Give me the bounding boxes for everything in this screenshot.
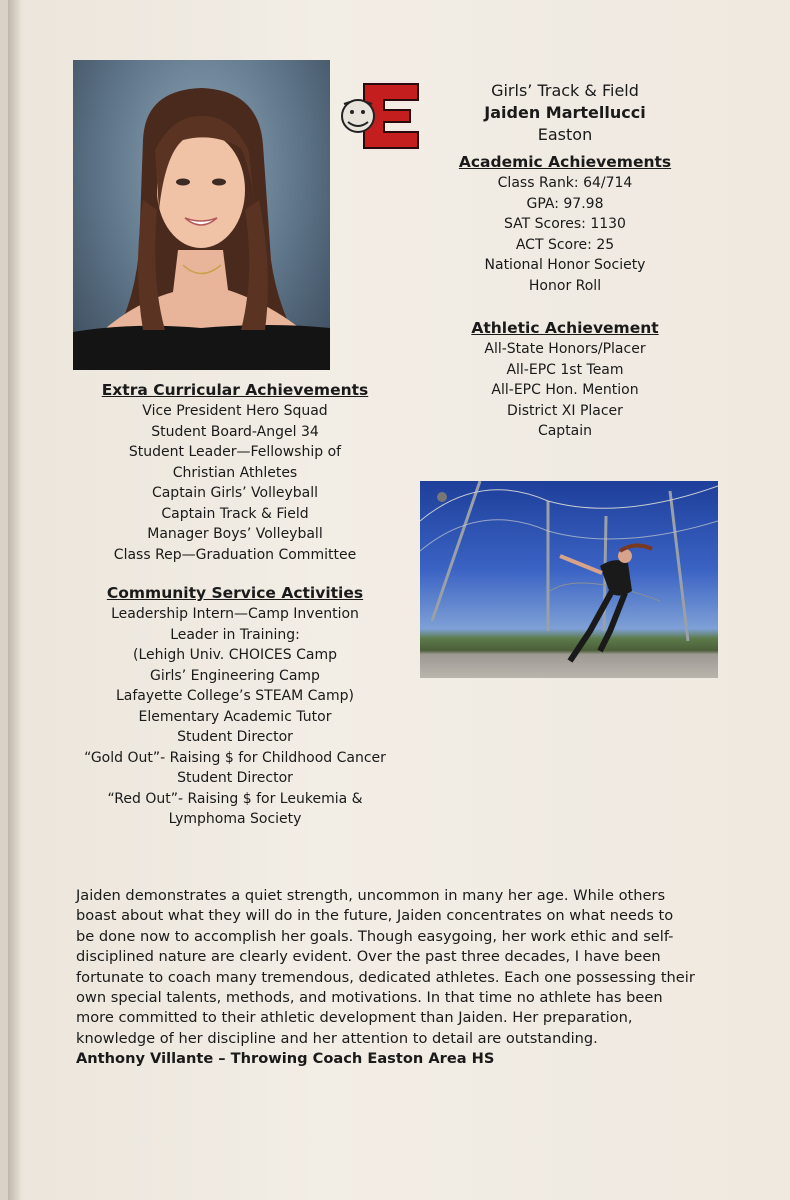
easton-bulldog-logo (338, 80, 420, 152)
list-item: Leadership Intern—Camp Invention (111, 606, 359, 622)
list-item: Student Leader—Fellowship of (128, 444, 342, 460)
extra-curricular-section (70, 380, 400, 565)
athletic-heading: Athletic Achievement (471, 319, 659, 337)
quote-line: knowledge of her discipline and her attention to detail are outstanding. (76, 1029, 598, 1047)
list-item: All-EPC 1st Team (506, 361, 624, 378)
quote-line: be done now to accomplish her goals. Though easygoing, her work ethic and self- (76, 927, 674, 945)
list-item: Class Rank: 64/714 (497, 175, 633, 191)
list-item: Vice President Hero Squad (142, 403, 328, 419)
list-item: Girls’ Engineering Camp (150, 667, 320, 684)
coach-signature: Anthony Villante – Throwing Coach Easton Area HS (76, 1050, 495, 1068)
coach-quote (76, 886, 716, 1070)
list-item: All-EPC Hon. Mention (491, 382, 639, 398)
list-item: Christian Athletes (172, 464, 298, 481)
list-item: Captain (537, 423, 593, 439)
community-service-heading: Community Service Activities (106, 584, 364, 602)
athlete-name: Jaiden Martellucci (484, 103, 646, 122)
list-item: Captain Girls’ Volleyball (151, 485, 319, 501)
list-item: Leader in Training: (170, 626, 300, 643)
list-item: GPA: 97.98 (526, 195, 604, 212)
list-item: (Lehigh Univ. CHOICES Camp (133, 647, 337, 663)
list-item: Class Rep—Graduation Committee (113, 546, 357, 563)
athlete-header (455, 80, 675, 442)
page-binding-edge (8, 0, 20, 1200)
list-item: Student Director (177, 729, 293, 745)
list-item: Honor Roll (528, 277, 602, 294)
school-name: Easton (537, 125, 593, 144)
athletic-list (455, 339, 675, 442)
community-service-section (70, 583, 400, 830)
list-item: Student Board-Angel 34 (151, 423, 319, 440)
quote-line: disciplined nature are clearly evident. Over the past three decades, I have been (76, 948, 661, 966)
quote-line: more committed to their athletic development than Jaiden. Her preparation, (76, 1009, 633, 1027)
quote-line: boast about what they will do in the future, Jaiden concentrates on what needs to (76, 907, 674, 925)
list-item: Lymphoma Society (168, 811, 302, 827)
bulldog-mascot-icon (342, 100, 374, 132)
list-item: National Honor Society (484, 257, 646, 273)
list-item: Manager Boys’ Volleyball (147, 526, 323, 542)
extra-curricular-heading: Extra Curricular Achievements (101, 381, 369, 399)
sport-title: Girls’ Track & Field (491, 81, 639, 100)
list-item: District XI Placer (507, 402, 623, 419)
quote-line: Jaiden demonstrates a quiet strength, uncommon in many her age. While others (76, 887, 666, 904)
list-item: Elementary Academic Tutor (138, 708, 332, 725)
list-item: Captain Track & Field (161, 505, 309, 522)
list-item: ACT Score: 25 (515, 236, 615, 253)
list-item: Lafayette College’s STEAM Camp) (116, 688, 354, 704)
quote-line: fortunate to coach many tremendous, dedicated athletes. Each one possessing their (76, 968, 695, 986)
academic-heading: Academic Achievements (458, 153, 672, 171)
list-item: “Gold Out”- Raising $ for Childhood Cancer (84, 749, 386, 766)
list-item: All-State Honors/Placer (484, 341, 646, 357)
list-item: Student Director (177, 770, 293, 786)
list-item: “Red Out”- Raising $ for Leukemia & (107, 790, 363, 807)
quote-line: own special talents, methods, and motivations. In that time no athlete has been (76, 989, 663, 1007)
list-item: SAT Scores: 1130 (504, 216, 626, 232)
hammer-throw-action-photo (420, 481, 718, 678)
athlete-portrait-photo (73, 60, 330, 370)
academic-list (455, 173, 675, 296)
